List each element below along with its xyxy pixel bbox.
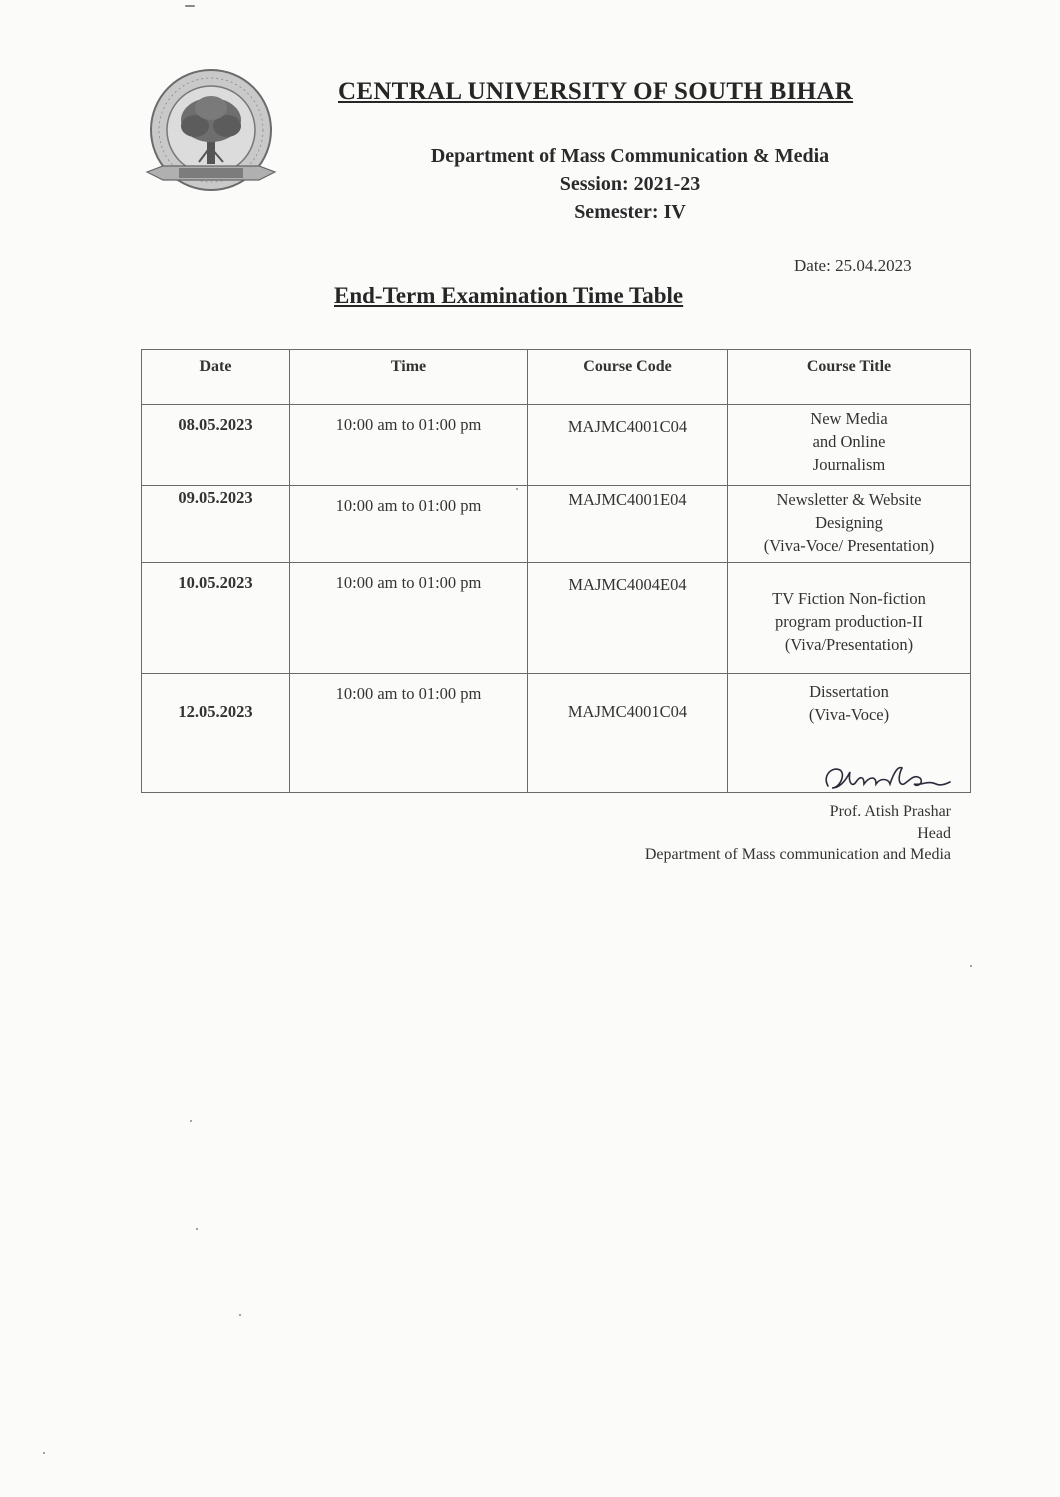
header-date: Date — [142, 350, 290, 405]
course-code: MAJMC4001E04 — [528, 486, 728, 563]
exam-date: 10.05.2023 — [142, 563, 290, 674]
signatory-department: Department of Mass communication and Media — [644, 846, 951, 863]
signatory-block — [645, 801, 951, 866]
scan-mark — [239, 1314, 241, 1316]
semester-label: Semester: IV — [574, 201, 686, 223]
course-title-line: (Viva/Presentation) — [784, 635, 914, 654]
table-row — [142, 486, 971, 563]
table-header-row — [142, 350, 971, 405]
course-title-line: Dissertation — [809, 682, 889, 701]
timetable-title: End-Term Examination Time Table — [334, 283, 684, 308]
exam-time: 10:00 am to 01:00 pm — [290, 563, 528, 674]
header-course-code: Course Code — [528, 350, 728, 405]
course-title-line: (Viva-Voce) — [808, 705, 890, 724]
scan-mark — [516, 488, 518, 490]
university-name: CENTRAL UNIVERSITY OF SOUTH BIHAR — [338, 78, 854, 105]
course-title-line: TV Fiction Non-fiction — [772, 589, 926, 608]
course-code: MAJMC4001C04 — [528, 674, 728, 793]
course-code: MAJMC4001C04 — [528, 405, 728, 486]
exam-date: 09.05.2023 — [142, 486, 290, 563]
scan-mark — [196, 1228, 198, 1230]
exam-date: 08.05.2023 — [142, 405, 290, 486]
exam-timetable — [141, 349, 971, 793]
scan-mark — [43, 1452, 45, 1454]
course-title-line: Designing — [815, 513, 883, 532]
course-title-line: Journalism — [812, 455, 886, 474]
department-name: Department of Mass Communication & Media — [430, 145, 830, 167]
course-title — [728, 486, 971, 563]
scan-mark — [970, 965, 972, 967]
exam-time: 10:00 am to 01:00 pm — [290, 486, 528, 563]
issue-date: Date: 25.04.2023 — [794, 256, 912, 275]
course-title-line: New Media — [810, 409, 888, 428]
course-title-line: and Online — [812, 432, 886, 451]
department-block — [300, 142, 960, 226]
session-label: Session: 2021-23 — [559, 173, 701, 195]
exam-time: 10:00 am to 01:00 pm — [290, 674, 528, 793]
signature — [818, 758, 958, 800]
signatory-designation: Head — [917, 824, 951, 842]
signatory-name: Prof. Atish Prashar — [829, 803, 951, 820]
course-title — [728, 563, 971, 674]
header-course-title: Course Title — [728, 350, 971, 405]
course-title — [728, 405, 971, 486]
table-row — [142, 405, 971, 486]
course-code: MAJMC4004E04 — [528, 563, 728, 674]
scan-mark — [185, 5, 195, 7]
header-time: Time — [290, 350, 528, 405]
course-title-line: program production-II — [775, 612, 923, 631]
exam-time: 10:00 am to 01:00 pm — [290, 405, 528, 486]
exam-date: 12.05.2023 — [142, 674, 290, 793]
course-title-line: Newsletter & Website — [776, 490, 922, 509]
university-seal-logo — [143, 68, 279, 204]
table-row — [142, 563, 971, 674]
course-title-line: (Viva-Voce/ Presentation) — [763, 536, 935, 555]
scan-mark — [190, 1120, 192, 1122]
